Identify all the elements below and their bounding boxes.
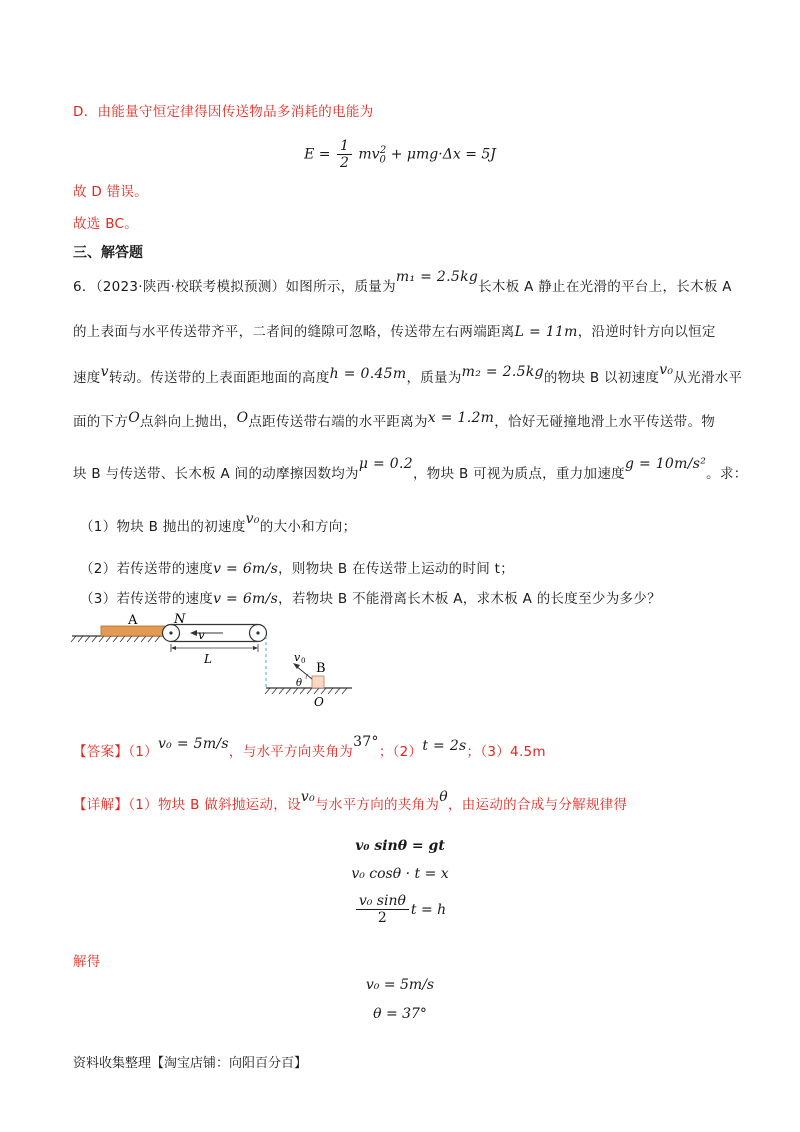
problem-text: 面的下方 — [73, 414, 129, 430]
answer-line — [73, 734, 546, 760]
m1-formula: m₁ = 2.5kg — [395, 269, 479, 285]
detail-text: ，由运动的合成与分解规律得 — [447, 797, 628, 813]
speed-formula: v = 6m/s — [213, 561, 279, 577]
question-text: （2）若传送带的速度 — [80, 561, 214, 577]
speed-symbol: v — [100, 364, 109, 380]
o-symbol: O — [128, 410, 140, 426]
g-formula: g = 10m/s² — [624, 456, 707, 472]
label-n: N — [174, 612, 186, 627]
label-l: L — [204, 652, 212, 666]
mu-formula: μ = 0.2 — [358, 456, 413, 472]
equation-3-numerator: v₀ sinθ — [356, 893, 409, 910]
label-v0-subscript: 0 — [301, 657, 306, 665]
problem-text: 速度 — [73, 370, 101, 386]
option-d-formula: E = $\frac{1}{2}$ $mv_0^2 + \mu mg\cdot\Delta x = 5J$ — [304, 138, 496, 171]
question-2 — [80, 557, 514, 577]
label-theta: θ — [296, 678, 303, 689]
question-text: 的大小和方向； — [259, 519, 357, 535]
option-d-conclusion: 故 D 错误。 — [73, 184, 149, 200]
question-text: ，则物块 B 在传送带上运动的时间 t； — [278, 561, 515, 577]
problem-text: 的上表面与水平传送带齐平，二者间的缝隙可忽略，传送带左右两端距离 — [73, 324, 515, 340]
problem-text: 的物块 B 以初速度 — [543, 370, 660, 386]
question-text: （3）若传送带的速度 — [80, 591, 214, 607]
problem-text: ，物块 B 可视为质点，重力加速度 — [412, 466, 625, 482]
problem-text: 点距传送带右端的水平距离为 — [248, 414, 428, 430]
answer-text: ；（2） — [378, 744, 423, 760]
v0-symbol: v₀ — [659, 362, 674, 378]
question-text: ，若物块 B 不能滑离长木板 A，求木板 A 的长度至少为多少？ — [278, 591, 661, 607]
equation-3-rest: t = h — [410, 902, 447, 918]
problem-text: 转动。传送带的上表面距地面的高度 — [108, 370, 330, 386]
block-b — [312, 676, 324, 688]
v0-symbol: v₀ — [300, 789, 316, 805]
t-result: t = 2s — [422, 738, 467, 754]
answer-text: （1） — [128, 744, 158, 760]
problem-line-3 — [73, 362, 743, 386]
problem-line-2 — [73, 320, 716, 340]
m2-formula: m₂ = 2.5kg — [461, 364, 544, 380]
problem-text: 块 B 与传送带、长木板 A 间的动摩擦因数均为 — [73, 466, 359, 482]
v0-symbol: v₀ — [245, 511, 260, 527]
equation-1: v₀ sinθ = gt — [355, 838, 445, 854]
solve-label: 解得 — [73, 954, 101, 970]
physics-figure — [70, 612, 370, 712]
theta-symbol: θ — [439, 789, 448, 805]
equation-3 — [0, 893, 800, 926]
height-formula: h = 0.45m — [329, 366, 407, 382]
equation-2: v₀ cosθ · t = x — [351, 866, 449, 882]
equation-3-denominator: 2 — [377, 910, 387, 926]
detail-text: 与水平方向的夹角为 — [315, 797, 440, 813]
problem-text: ，沿逆时针方向以恒定 — [577, 324, 716, 340]
problem-line-5 — [73, 456, 748, 482]
label-v: v — [198, 628, 205, 642]
problem-text: ，质量为 — [406, 370, 462, 386]
result-2: θ = 37° — [373, 1006, 427, 1022]
x-formula: x = 1.2m — [427, 410, 495, 426]
label-o: O — [314, 695, 324, 709]
label-b: B — [316, 661, 326, 676]
section-heading: 三、解答题 — [73, 245, 143, 261]
problem-line-4 — [73, 410, 715, 430]
question-text: （1）物块 B 抛出的初速度 — [80, 519, 246, 535]
o-symbol: O — [236, 410, 249, 426]
detail-tag: 【详解】 — [73, 797, 129, 813]
footer: 资料收集整理【淘宝店铺：向阳百分百】 — [73, 1056, 308, 1071]
length-formula: L = 11m — [514, 324, 578, 340]
result-1: v₀ = 5m/s — [365, 977, 435, 993]
problem-text: 长木板 A 静止在光滑的平台上，长木板 A — [478, 279, 732, 295]
question-3 — [80, 587, 661, 607]
problem-line-1 — [73, 269, 732, 295]
problem-text: 6．（2023·陕西·校联考模拟预测）如图所示，质量为 — [73, 279, 396, 295]
v0-result: v₀ = 5m/s — [157, 736, 229, 752]
question-1 — [80, 511, 357, 535]
detail-text: （1）物块 B 做斜抛运动，设 — [128, 797, 301, 813]
label-v0: v — [294, 651, 301, 664]
answer-choice: 故选 BC。 — [73, 216, 139, 232]
problem-text: 从光滑水平 — [673, 370, 743, 386]
problem-text: 。求： — [706, 466, 748, 482]
answer-tag: 【答案】 — [73, 744, 129, 760]
detail-line — [73, 789, 628, 813]
problem-text: 点斜向上抛出， — [139, 414, 237, 430]
speed-formula: v = 6m/s — [213, 591, 279, 607]
answer-text: ；（3）4.5m — [466, 744, 546, 760]
label-a: A — [128, 613, 138, 628]
answer-text: ，与水平方向夹角为 — [228, 744, 354, 760]
problem-text: ，恰好无碰撞地滑上水平传送带。物 — [494, 414, 716, 430]
option-d-text: D．由能量守恒定律得因传送物品多消耗的电能为 — [73, 104, 374, 120]
angle-result: 37° — [353, 734, 379, 750]
